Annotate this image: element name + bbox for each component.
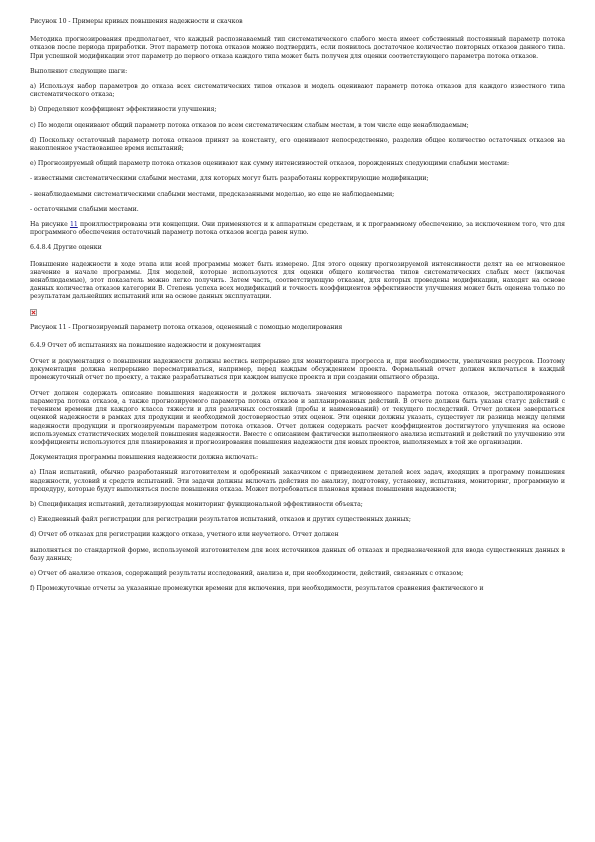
paragraph-figure-11-reference <box>30 221 565 237</box>
paragraph-report-1: Отчет и документация о повышении надежности должны вестись непрерывно для мониторинга прогресса и, при необходимости, увеличения ресурсов. Поэтому документация должна непрерывно пересматриваться, например, перед каждым обсуждением проекта. Формальный отчет должен включаться в каждый промежуточный отчет по проекту, а также разрабатываться при каждом выпуске проекта и при создании опытного образца. <box>30 358 565 382</box>
paragraph-doc-d-continuation: выполняться по стандартной форме, используемой изготовителем для всех источников данных об отказах и предназначенной для ввода существенных данных в базу данных; <box>30 546 565 562</box>
paragraph-steps-intro: Выполняют следующие шаги: <box>30 67 128 75</box>
list-item-step-a: a) Используя набор параметров до отказа всех систематических типов отказов и модель оценивают параметр потока отказов для каждого известного типа систематического отказа; <box>30 83 565 99</box>
section-heading-6-4-8-4: 6.4.8.4 Другие оценки <box>30 244 102 252</box>
list-item-doc-e: e) Отчет об анализе отказов, содержащий результаты исследований, анализа и, при необходимости, действий, связанных с отказом; <box>30 569 464 577</box>
list-item-step-d: d) Поскольку остаточный параметр потока отказов принят за константу, его оценивают непосредственно, разделив общее количество остаточных отказов на накопленное участвовавшее время испытаний; <box>30 136 565 153</box>
figure-10-caption: Рисунок 10 - Примеры кривых повышения надежности и скачков <box>30 18 243 25</box>
list-item-doc-f: f) Промежуточные отчеты за указанные промежутки времени для включения, при необходимости, результатов сравнения фактического и <box>30 585 484 593</box>
figure-11-link[interactable]: 11 <box>69 221 78 229</box>
figure-ref-text-before: На рисунке <box>30 221 70 229</box>
paragraph-report-2: Отчет должен содержать описание повышения надежности и должен включать значения мгновенного параметра потока отказов, экстраполированного параметра потока отказов, а также прогнозируемого параметра потока отказов и запланированных действий. В отчете должен быть указан статус действий с течением времени для каждого класса тяжести и для различных состояний (пробы и наименований) от текущего последствий. Отчет должен завершаться оценкой надежности в рамках для продукции и необходимой достоверностью этих оценок. Эти оценки должны указать, существует ли разница между целями надежности продукции и прогнозируемым параметром потока отказов. Отчет должен содержать расчет коэффициентов достигнутого улучшения на основе используемых статистических моделей повышения надежности. Вместе с описанием фактически выполненного анализа испытаний и действий по улучшению эти коэффициенты используются для планирования и прогнозирования повышения надежности для новых проектов, выполняемых в той же организации. <box>30 389 565 446</box>
list-item-doc-a: a) План испытаний, обычно разработанный изготовителем и одобренный заказчиком с приведением деталей всех задач, входящих в программу повышения надежности, условий и средств испытаний. Эти задачи должны включать действия по анализу, подготовку, установку, испытания, мониторинг, программную и процедуру, которые будут выполняться после повышения отказа. Может потребоваться плановая кривая повышения надежности; <box>30 469 565 493</box>
bullet-unobserved-weaknesses: - ненаблюдаемыми систематическими слабыми местами, предсказанными моделью, но еще не наблюдаемыми; <box>30 190 395 198</box>
paragraph-other-estimates: Повышение надежности в ходе этапа или всей программы может быть измерено. Для этого оценку прогнозируемой интенсивности делят на ее мгновенное значение в начале программы. Для моделей, которые используются для оценки общего количества типов систематических слабых мест (включая ненаблюдаемые), этот показатель можно легко получить. Затем часть, соответствующую отказам, для которых проведены модификации, находят на основе данных количества отказов категории B. Степень успеха всех модификаций и точность коэффициентов эффективности улучшения может быть оценена только по результатам дальнейших испытаний или на основе данных эксплуатации. <box>30 260 565 301</box>
list-item-step-e: e) Прогнозируемый общий параметр потока отказов оценивают как сумму интенсивностей отказов, порожденных следующими слабыми местами: <box>30 160 509 168</box>
bullet-residual-weaknesses: - остаточными слабыми местами. <box>30 205 139 213</box>
paragraph-method: Методика прогнозирования предполагает, что каждый распознаваемый тип систематического слабого места имеет собственный постоянный параметр потока отказов после периода приработки. Этот параметр потока отказов можно подтвердить, если появилось достаточное количество повторных отказов данного типа. При успешной модификации этот параметр до первого отказа каждого типа может быть получен для оценки соответствующего параметра потока отказов. <box>30 36 565 60</box>
broken-image-icon <box>30 309 37 316</box>
figure-ref-text-after: проиллюстрированы эти концепции. Они применяются и к аппаратным средствам, и к программному обеспечению, за исключением того, что для программного обеспечения остаточный параметр потока отказов всегда равен нулю. <box>30 221 565 237</box>
figure-11-caption: Рисунок 11 - Прогнозируемый параметр потока отказов, оцененный с помощью моделирования <box>30 323 343 331</box>
section-heading-6-4-9: 6.4.9 Отчет об испытаниях на повышение надежности и документация <box>30 341 261 349</box>
list-item-doc-d: d) Отчет об отказах для регистрации каждого отказа, учетного или неучетного. Отчет должен <box>30 531 339 539</box>
list-item-step-c: c) По модели оценивают общий параметр потока отказов по всем систематическим слабым местам, в том числе еще ненаблюдаемым; <box>30 121 469 129</box>
list-item-doc-b: b) Спецификация испытаний, детализирующая мониторинг функциональной эффективности объекта; <box>30 500 363 508</box>
list-item-doc-c: c) Ежедневный файл регистрации для регистрации результатов испытаний, отказов и других существенных данных; <box>30 516 411 524</box>
paragraph-documentation-intro: Документация программы повышения надежности должна включать: <box>30 454 259 462</box>
bullet-known-weaknesses: - известными систематическими слабыми местами, для которых могут быть разработаны корректирующие модификации; <box>30 175 429 183</box>
list-item-step-b: b) Определяют коэффициент эффективности улучшения; <box>30 106 217 114</box>
